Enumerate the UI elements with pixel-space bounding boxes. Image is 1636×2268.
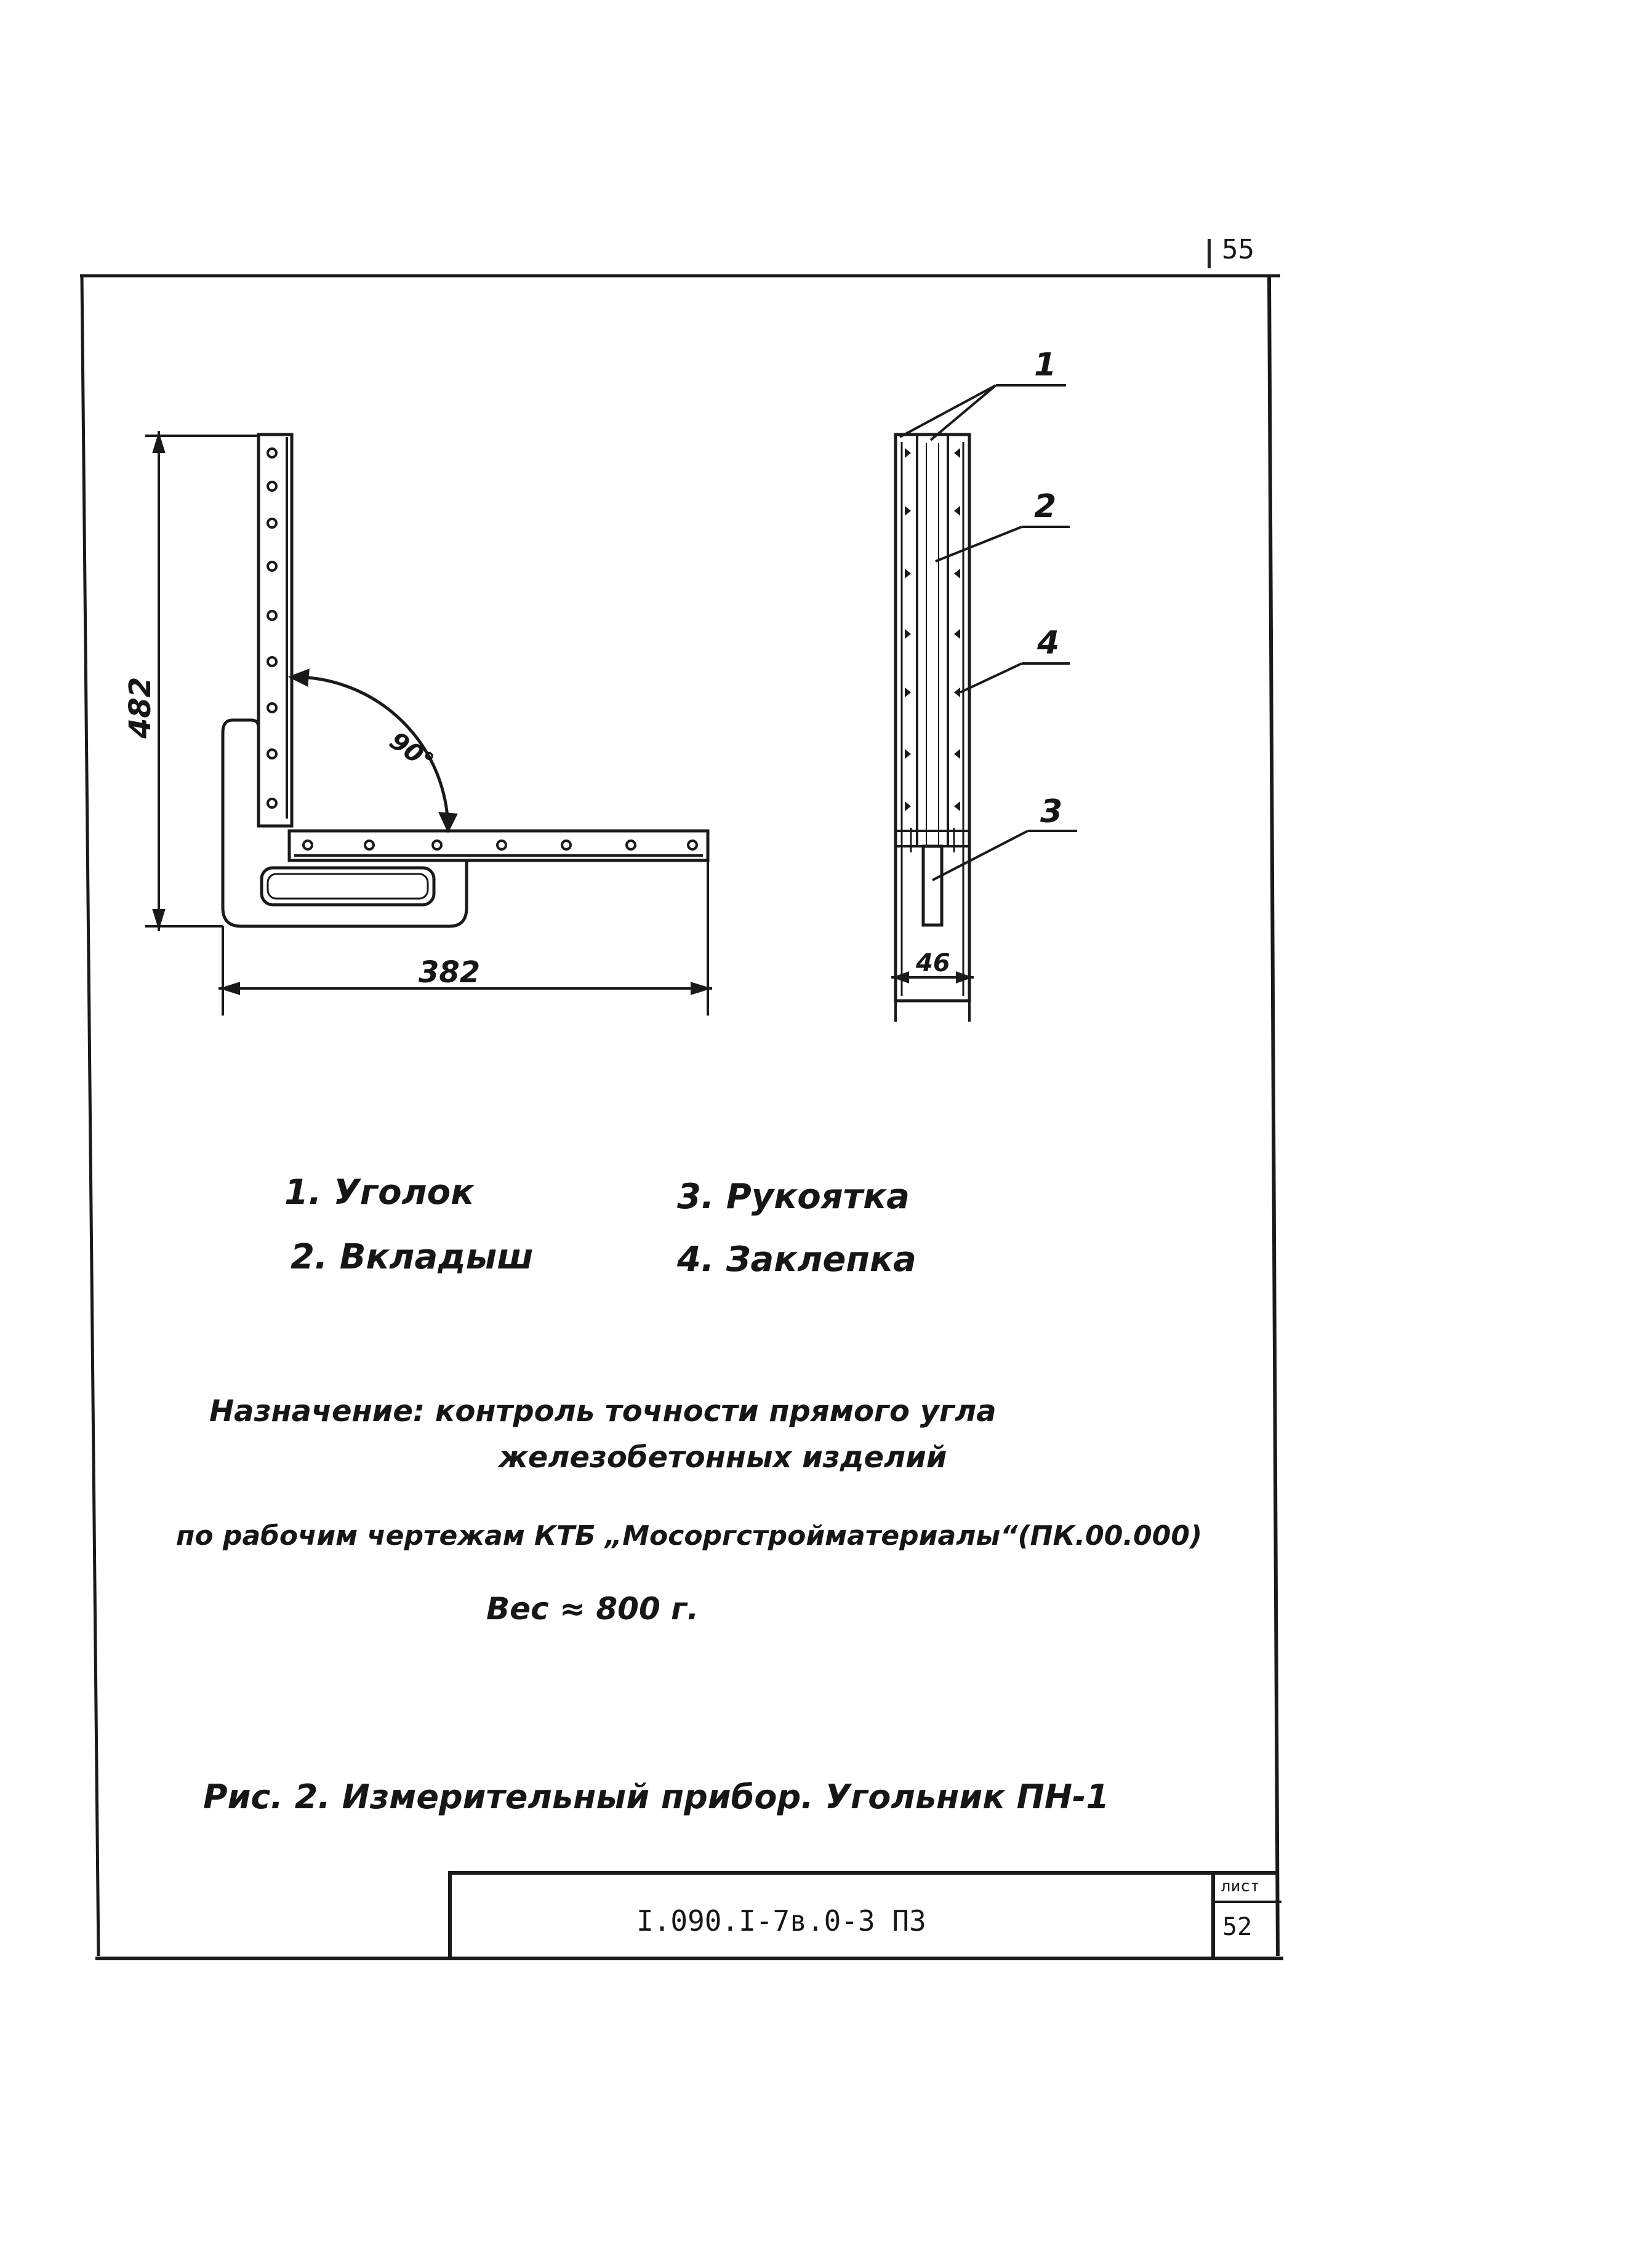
side-view-rivets	[905, 448, 960, 811]
weight-text: Вес ≈ 800 г.	[486, 1591, 699, 1627]
legend-item-1: 1. Уголок	[284, 1172, 475, 1212]
purpose-line-3: по рабочим чертежам КТБ „Мосоргстройматериалы“(ПК.00.000)	[176, 1520, 1203, 1552]
title-block	[448, 1871, 1278, 1958]
width-value: 382	[419, 955, 481, 990]
dimension-thickness	[891, 973, 974, 1022]
legend-item-2: 2. Вкладыш	[291, 1237, 534, 1277]
thickness-value: 46	[916, 949, 950, 977]
figure-caption: Рис. 2. Измерительный прибор. Угольник ПН-1	[203, 1777, 1110, 1816]
purpose-line-2: железобетонных изделий	[499, 1440, 947, 1475]
rivets-vertical	[268, 449, 276, 807]
legend-item-3: 3. Рукоятка	[677, 1177, 910, 1217]
callout-3: 3	[1040, 793, 1063, 830]
dimension-height	[145, 431, 259, 931]
callout-1: 1	[1034, 347, 1057, 383]
height-value: 482	[123, 676, 158, 739]
callout-2: 2	[1034, 488, 1057, 525]
angle-value: 90°	[384, 726, 439, 777]
document-code: I.090.I-7в.0-3 ПЗ	[636, 1904, 926, 1937]
sheet-frame	[80, 276, 1283, 1958]
sheet-cell	[1211, 1875, 1281, 1958]
sheet-number: 52	[1222, 1913, 1253, 1941]
square-side-view	[896, 435, 969, 1001]
rivets-horizontal	[303, 841, 697, 849]
legend-item-4: 4. Заклепка	[677, 1240, 916, 1280]
callout-4: 4	[1037, 625, 1060, 662]
purpose-line-1: Назначение: контроль точности прямого угла	[209, 1394, 996, 1429]
sheet-label: лист	[1221, 1877, 1260, 1896]
page-number: 55	[1222, 234, 1254, 265]
sheet-divider	[1215, 1901, 1281, 1903]
